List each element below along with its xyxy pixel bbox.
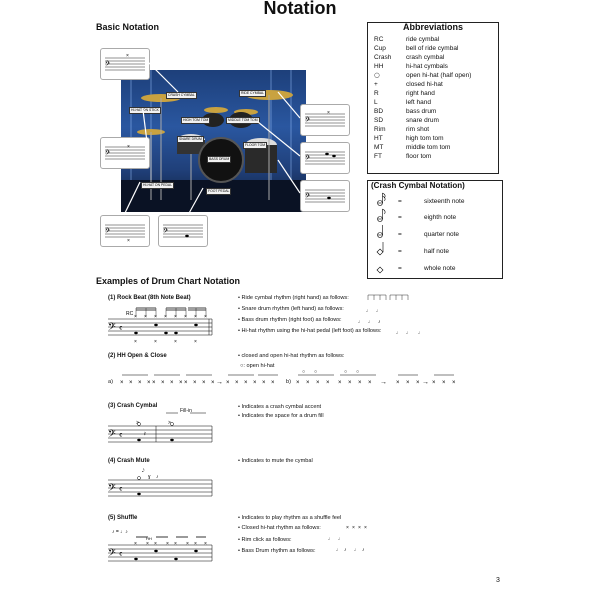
abbr-row: Rim rim shot <box>374 126 430 133</box>
svg-text:→: → <box>422 379 429 386</box>
abbr-row: MT middle tom tom <box>374 144 451 151</box>
svg-text:𝄢: 𝄢 <box>108 482 116 496</box>
svg-text:×: × <box>271 380 275 386</box>
example-2-title: (2) HH Open & Close <box>108 353 167 359</box>
page <box>88 0 512 600</box>
svg-text:×: × <box>166 541 169 547</box>
svg-text:×: × <box>174 339 177 345</box>
ex5-bullet-rim: • Rim click as follows: <box>238 537 292 543</box>
label-bass-drum: BASS DRUM <box>209 157 230 161</box>
svg-text:♪: ♪ <box>156 474 159 480</box>
svg-text:×: × <box>154 541 157 547</box>
svg-text:×: × <box>194 339 197 345</box>
svg-text:×: × <box>364 525 367 531</box>
ex5-bullet-shuffle: • Indicates to play rhythm as a shuffle feel <box>238 515 342 521</box>
crash-notation-box: (Crash Cymbal Notation) = sixteenth note = eighth note = quarter note = half note = whole note <box>367 180 503 279</box>
svg-text:×: × <box>442 380 446 386</box>
svg-text:×: × <box>452 380 456 386</box>
examples-heading: Examples of Drum Chart Notation <box>96 276 241 286</box>
svg-text:𝅘𝅥𝅮: 𝅘𝅥𝅮 <box>142 468 145 474</box>
ex5-bullet-bass: • Bass Drum rhythm as follows: <box>238 548 316 554</box>
svg-text:×: × <box>164 314 167 320</box>
svg-text:×: × <box>152 380 156 386</box>
callout-leader-lines <box>88 0 368 260</box>
svg-text:×: × <box>126 53 129 59</box>
svg-text:→: → <box>380 379 387 386</box>
example-1-title: (1) Rock Beat (8th Note Beat) <box>108 295 191 301</box>
ex2-bullet-closed-open: • closed and open hi-hat rhythm as follows: <box>238 353 345 359</box>
svg-text:○: ○ <box>356 369 360 375</box>
svg-text:×: × <box>170 380 174 386</box>
svg-text:×: × <box>144 314 147 320</box>
svg-text:×: × <box>346 525 349 531</box>
svg-text:𝄴: 𝄴 <box>119 324 123 333</box>
example-5-staff <box>106 523 216 565</box>
svg-text:×: × <box>358 525 361 531</box>
abbr-row: Crash crash cymbal <box>374 54 445 61</box>
svg-text:×: × <box>120 380 124 386</box>
svg-text:𝄢: 𝄢 <box>105 60 111 69</box>
abbr-row: BD bass drum <box>374 108 437 115</box>
svg-text:×: × <box>184 314 187 320</box>
svg-text:𝄢: 𝄢 <box>108 428 116 442</box>
svg-text:×: × <box>174 314 177 320</box>
example-1-staff <box>106 303 216 345</box>
label-snare-drum: SNARE DRUM <box>179 137 202 141</box>
abbr-row: FT floor tom <box>374 153 432 160</box>
svg-text:×: × <box>306 380 310 386</box>
abbr-row: L left hand <box>374 99 431 106</box>
svg-text:×: × <box>134 339 137 345</box>
svg-text:×: × <box>211 380 215 386</box>
svg-text:♩: ♩ <box>366 308 371 314</box>
svg-text:×: × <box>348 380 352 386</box>
abbr-row: HH hi-hat cymbals <box>374 63 448 70</box>
svg-text:𝄢: 𝄢 <box>105 149 111 158</box>
arrow-icon: → <box>216 379 223 386</box>
hh-label: HH <box>146 536 152 541</box>
svg-text:×: × <box>174 541 177 547</box>
example-3-staff <box>106 410 216 446</box>
svg-text:×: × <box>184 380 188 386</box>
label-middle-tom: MIDDLE TOM TOM <box>228 118 258 122</box>
svg-text:×: × <box>204 541 207 547</box>
svg-text:×: × <box>204 314 207 320</box>
svg-text:×: × <box>154 339 157 345</box>
example-4-staff <box>106 464 216 500</box>
page-number: 3 <box>496 577 500 584</box>
ex2-label-a: a) <box>108 379 113 385</box>
svg-text:♩: ♩ <box>336 547 341 553</box>
svg-text:×: × <box>416 380 420 386</box>
svg-text:×: × <box>316 380 320 386</box>
svg-text:𝄴: 𝄴 <box>119 431 123 440</box>
ex1-bullet-hihat: • Hi-hat rhythm using the hi-hat pedal (left foot) as follows: <box>238 328 382 334</box>
svg-text:♪: ♪ <box>378 319 381 325</box>
svg-text:×: × <box>161 380 165 386</box>
ex1-inline-rhythms <box>358 292 426 337</box>
svg-text:×: × <box>358 380 362 386</box>
svg-text:𝄢: 𝄢 <box>305 192 311 201</box>
svg-text:×: × <box>154 314 157 320</box>
svg-text:♩: ♩ <box>354 547 359 553</box>
abbr-row: SD snare drum <box>374 117 439 124</box>
fill-in-label: Fill-in <box>180 408 192 414</box>
svg-text:♪ = ♩♪: ♪ = ♩♪ <box>112 529 128 535</box>
svg-text:×: × <box>138 380 142 386</box>
crash-notation-heading: (Crash Cymbal Notation) <box>371 181 465 190</box>
label-hihat-on-stick: HI-HAT ON STICK <box>131 108 159 112</box>
svg-text:×: × <box>179 380 183 386</box>
svg-text:♩: ♩ <box>338 536 343 542</box>
svg-text:>: > <box>136 420 139 426</box>
svg-text:×: × <box>127 144 130 150</box>
svg-text:×: × <box>129 380 133 386</box>
basic-notation-heading: Basic Notation <box>96 22 160 32</box>
ex1-bullet-snare: • Snare drum rhythm (left hand) as follows: <box>238 306 344 312</box>
svg-text:×: × <box>253 380 257 386</box>
label-foot-pedal: FOOT PEDAL <box>208 189 230 193</box>
label-crash-cymbal: CRASH CYMBAL <box>168 93 195 97</box>
svg-text:×: × <box>134 541 137 547</box>
ex3-bullet-fill: • Indicates the space for a drum fill <box>238 413 324 419</box>
svg-text:×: × <box>186 541 189 547</box>
svg-text:×: × <box>338 380 342 386</box>
svg-text:×: × <box>127 238 130 244</box>
label-hihat-on-pedal: HI-HAT ON PEDAL <box>143 183 173 187</box>
example-5-title: (5) Shuffle <box>108 515 138 521</box>
page-title: Notation <box>263 0 337 18</box>
svg-text:♩: ♩ <box>396 330 401 336</box>
abbr-row: Cup bell of ride cymbal <box>374 45 459 52</box>
svg-text:𝄢: 𝄢 <box>305 116 311 125</box>
svg-text:𝄽: 𝄽 <box>144 432 146 438</box>
ex2-bullet-open-hihat: ○: open hi-hat <box>240 363 275 369</box>
svg-text:×: × <box>194 541 197 547</box>
svg-text:×: × <box>244 380 248 386</box>
abbr-row: HT high tom tom <box>374 135 444 142</box>
svg-text:×: × <box>226 380 230 386</box>
svg-text:♩: ♩ <box>376 308 381 314</box>
ex5-bullet-closed-hihat: • Closed hi-hat rhythm as follows: <box>238 525 321 531</box>
svg-text:×: × <box>262 380 266 386</box>
svg-text:𝄢: 𝄢 <box>108 547 116 561</box>
svg-text:ɣ: ɣ <box>148 474 151 480</box>
svg-text:○: ○ <box>344 369 348 375</box>
example-4-title: (4) Crash Mute <box>108 458 150 464</box>
svg-text:×: × <box>352 525 355 531</box>
svg-text:×: × <box>202 380 206 386</box>
svg-text:♩: ♩ <box>328 536 333 542</box>
svg-text:○: ○ <box>314 369 318 375</box>
ex1-bullet-ride: • Ride cymbal rhythm (right hand) as follows: <box>238 295 349 301</box>
svg-text:×: × <box>406 380 410 386</box>
ex2-a-rhythm <box>118 370 283 392</box>
svg-text:𝄢: 𝄢 <box>163 227 169 236</box>
svg-text:×: × <box>193 380 197 386</box>
example-3-title: (3) Crash Cymbal <box>108 403 158 409</box>
abbr-row: R right hand <box>374 90 435 97</box>
svg-text:♪: ♪ <box>362 547 365 553</box>
svg-text:♩: ♩ <box>406 330 411 336</box>
label-high-tom: HIGH TOM TOM <box>183 118 209 122</box>
abbreviations-box <box>367 22 499 174</box>
ex1-bullet-bass: • Bass drum rhythm (right foot) as follows: <box>238 317 342 323</box>
svg-text:𝄴: 𝄴 <box>119 485 123 494</box>
svg-text:×: × <box>432 380 436 386</box>
ex2-label-b: b) <box>286 379 291 385</box>
abbreviations-heading: Abbreviations <box>402 22 463 32</box>
svg-text:×: × <box>296 380 300 386</box>
svg-text:𝄢: 𝄢 <box>105 227 111 236</box>
ex5-inline-rhythms <box>328 520 388 560</box>
svg-text:♪: ♪ <box>344 547 347 553</box>
svg-text:×: × <box>194 314 197 320</box>
abbr-row: + closed hi-hat <box>374 81 443 88</box>
svg-text:×: × <box>368 380 372 386</box>
svg-text:𝄴: 𝄴 <box>119 550 123 559</box>
label-ride-cymbal: RIDE CYMBAL <box>241 91 264 95</box>
svg-text:×: × <box>134 314 137 320</box>
ex4-bullet-mute: • Indicates to mute the cymbal <box>238 458 313 464</box>
svg-text:♩: ♩ <box>418 330 423 336</box>
svg-text:𝄢: 𝄢 <box>108 321 116 335</box>
rc-label: RC <box>126 311 134 317</box>
svg-text:×: × <box>146 541 149 547</box>
svg-text:×: × <box>147 380 151 386</box>
svg-text:×: × <box>327 110 330 116</box>
svg-text:♩: ♩ <box>368 319 373 325</box>
svg-text:×: × <box>235 380 239 386</box>
ex2-b-rhythm <box>294 370 469 392</box>
svg-text:>: > <box>168 420 171 426</box>
abbr-row: RC ride cymbal <box>374 36 440 43</box>
crash-note-symbols <box>368 181 398 278</box>
svg-text:×: × <box>396 380 400 386</box>
label-floor-tom: FLOOR TOM <box>245 143 266 147</box>
svg-text:×: × <box>326 380 330 386</box>
ex3-bullet-accent: • Indicates a crash cymbal accent <box>238 404 322 410</box>
abbr-row: ○ open hi-hat (half open) <box>374 71 472 79</box>
svg-text:♩: ♩ <box>358 319 363 325</box>
svg-text:○: ○ <box>302 369 306 375</box>
svg-text:𝄢: 𝄢 <box>305 154 311 163</box>
